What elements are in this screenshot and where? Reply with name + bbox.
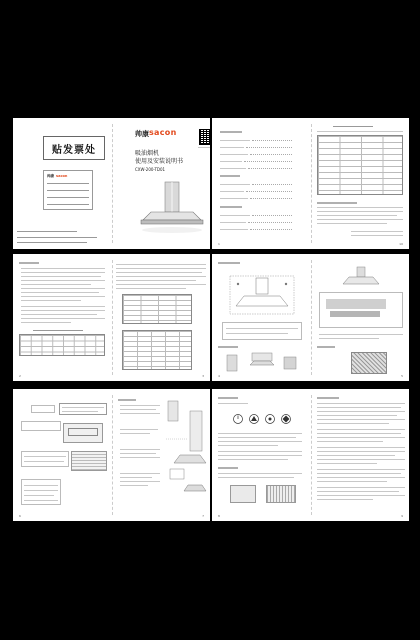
light-icon <box>266 415 275 424</box>
chimney-installation-diagram <box>164 399 208 499</box>
step-note-box <box>59 403 107 415</box>
hood-front-dimension-diagram <box>226 272 298 318</box>
page-number: 10 <box>399 242 403 246</box>
toc-page <box>212 118 311 249</box>
parameters-page <box>112 254 211 381</box>
page-number: 9 <box>401 514 403 518</box>
qr-code <box>199 129 211 145</box>
range-hood-illustration <box>137 180 207 240</box>
warranty-card <box>43 170 93 210</box>
installation-page-left <box>13 389 112 521</box>
mounting-photo <box>71 451 107 471</box>
page-number: 1 <box>218 242 220 246</box>
power-button-icon <box>234 415 243 424</box>
brand-logo-zh: 帅康 <box>135 130 149 138</box>
spec-page <box>311 118 410 249</box>
warning-box <box>21 451 69 467</box>
brand-logo-en: sacon <box>149 128 177 137</box>
page-number: 3 <box>202 374 204 378</box>
parameter-table <box>122 294 192 324</box>
structure-photo-frame <box>319 292 403 328</box>
cover-title-line2: 使用及安装说明书 <box>135 158 184 165</box>
control-panel-diagram <box>230 411 292 427</box>
page-number: 5 <box>401 374 403 378</box>
cover-title-line1: 吸油烟机 <box>135 150 160 157</box>
page-number: 6 <box>19 514 21 518</box>
page-number: 2 <box>19 374 21 378</box>
filter-illustration <box>351 352 387 374</box>
safety-page <box>13 254 112 381</box>
filter-removal-photo <box>230 485 256 503</box>
structure-page <box>311 254 410 381</box>
hood-installation-diagram <box>222 351 302 377</box>
operation-page <box>212 389 311 521</box>
spread-operation <box>212 389 409 521</box>
back-cover <box>13 118 112 249</box>
checklist-box <box>21 479 61 505</box>
card-brand-en: sacon <box>56 174 68 178</box>
wall-bracket-illustration <box>63 423 103 443</box>
fan-speed-icon <box>250 415 259 424</box>
spread-installation <box>13 389 210 521</box>
filter-cleaning-photo <box>266 485 296 503</box>
page-number: 4 <box>218 374 220 378</box>
card-brand-zh: 帅康 <box>47 174 54 178</box>
step-label-box-2 <box>21 421 61 431</box>
maintenance-page <box>311 389 410 521</box>
spec-table <box>317 135 403 195</box>
spread-dimensions <box>212 254 409 381</box>
model-number: CXW-200-TD01 <box>135 167 166 172</box>
invoice-label: 贴发票处 <box>43 136 105 160</box>
dimension-page <box>212 254 311 381</box>
spread-safety <box>13 254 210 381</box>
hood-side-illustration <box>341 266 381 288</box>
page-number: 8 <box>218 514 220 518</box>
spread-cover <box>13 118 210 249</box>
packing-list-table <box>122 330 192 370</box>
note-box <box>222 322 302 340</box>
installation-page-right <box>112 389 211 521</box>
step-label-box <box>31 405 55 413</box>
timer-icon <box>282 415 291 424</box>
parts-table <box>19 334 105 356</box>
page-number: 7 <box>202 514 204 518</box>
spread-toc <box>212 118 409 249</box>
